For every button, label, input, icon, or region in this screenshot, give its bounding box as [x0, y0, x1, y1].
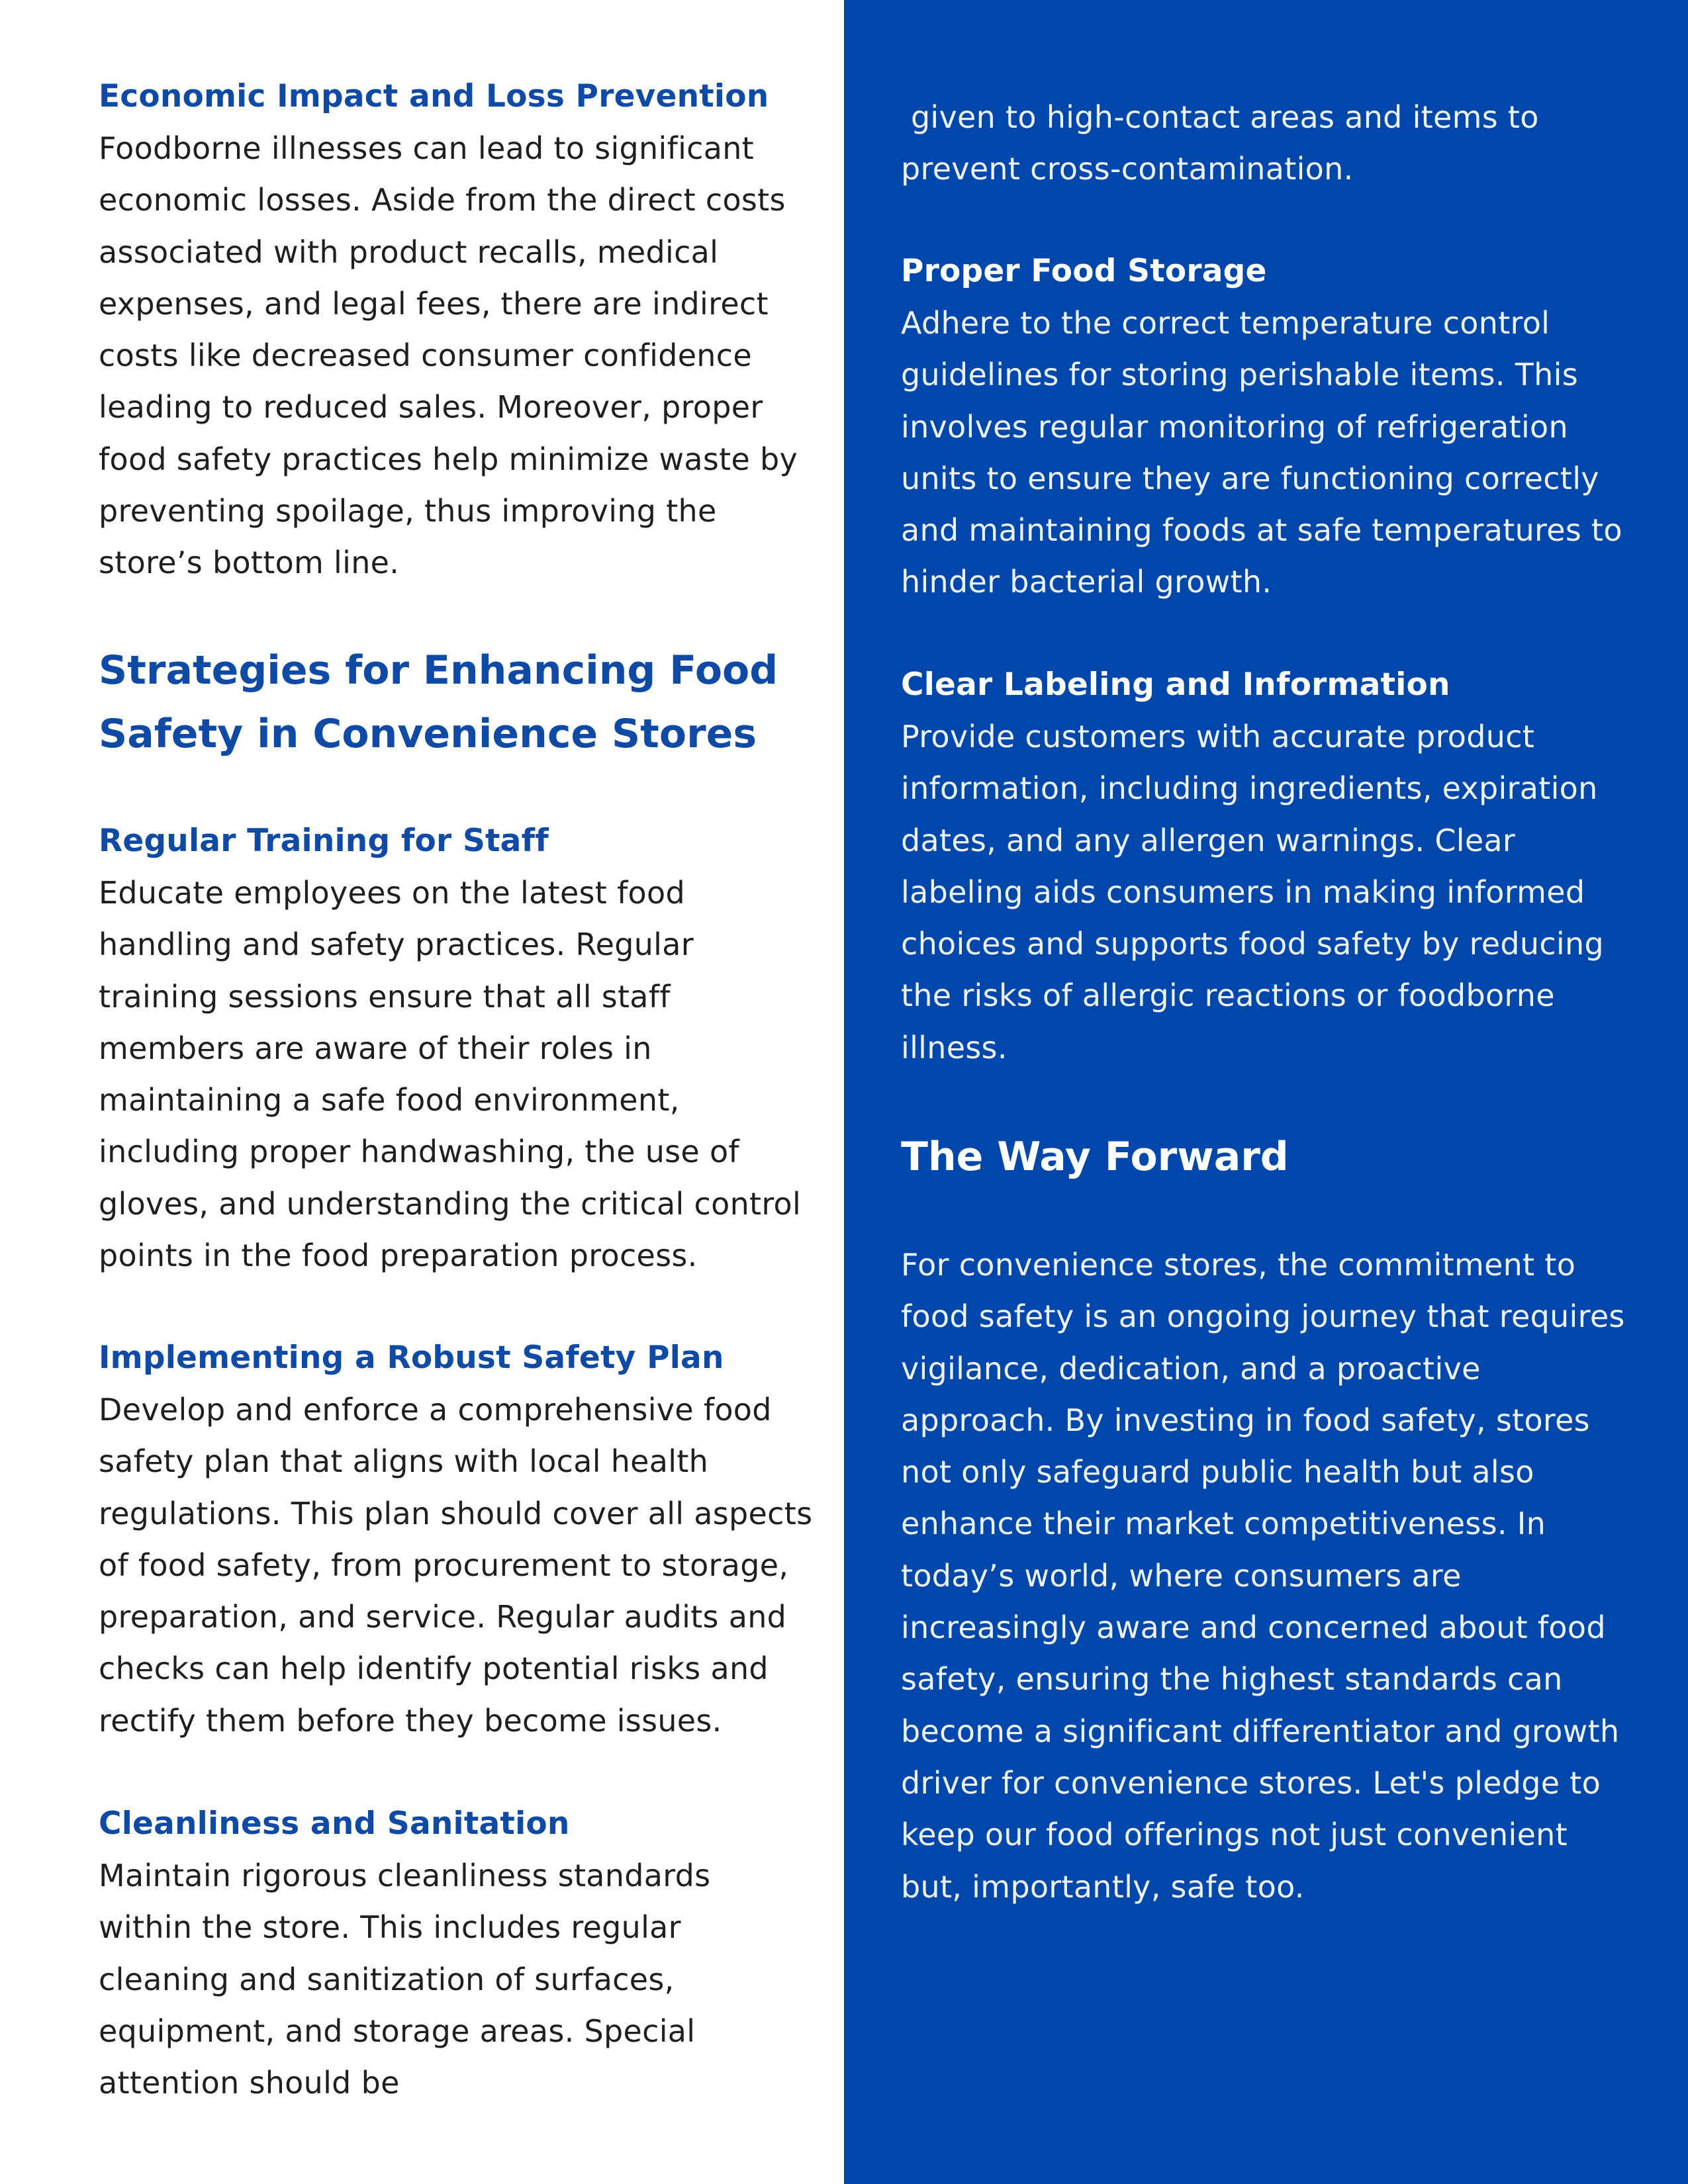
- strategies-section: [99, 639, 814, 766]
- cleanliness-section: [99, 1798, 814, 2109]
- way-forward-section: [901, 1125, 1636, 1189]
- staff-training-section: [99, 815, 814, 1281]
- cleanliness-heading: Cleanliness and Sanitation: [99, 1805, 570, 1842]
- cleanliness-text: Maintain rigorous cleanliness standards within the store. This includes regular cleaning and sanitization of surfaces, equipment, and storage areas. Special attention should be: [99, 1858, 711, 2101]
- way-forward-text: For convenience stores, the commitment to food safety is an ongoing journey that requires vigilance, dedication, and a proactive approach. By investing in food safety, stores not only safeguard public health but also enhance their market competitiveness. In today’s world, where consumers are increasingly aware and concerned about food safety, ensuring the highest standards can become a significant differentiator and growth driver for convenience stores. Let's pledge to keep our food offerings not just convenient but, importantly, safe too.: [901, 1247, 1625, 1905]
- labeling-section: [901, 659, 1636, 1073]
- cleanliness-continued-text: given to high-contact areas and items to prevent cross-contamination.: [901, 99, 1549, 187]
- right-column-panel: [844, 0, 1688, 2184]
- way-forward-body: [901, 1239, 1636, 1913]
- cleanliness-continued-section: [901, 91, 1636, 195]
- staff-training-text: Educate employees on the latest food handling and safety practices. Regular training sessions ensure that all staff members are aware of their roles in maintaining a safe food environment, including proper handwashing, the use of gloves, and understanding the critical control points in the food preparation process.: [99, 875, 802, 1274]
- food-storage-section: [901, 246, 1636, 608]
- economic-impact-text: Foodborne illnesses can lead to significant economic losses. Aside from the direct costs associated with product recalls, medical expenses, and legal fees, there are indirect costs like decreased consumer confidence leading to reduced sales. Moreover, proper food safety practices help minimize waste by preventing spoilage, thus improving the store’s bottom line.: [99, 130, 798, 581]
- safety-plan-heading: Implementing a Robust Safety Plan: [99, 1340, 724, 1376]
- economic-impact-section: [99, 71, 814, 589]
- safety-plan-text: Develop and enforce a comprehensive food safety plan that aligns with local health regulations. This plan should cover all aspects of food safety, from procurement to storage, preparation, and service. Regular audits and checks can help identify potential risks and rectify them before they become issues.: [99, 1392, 813, 1739]
- economic-impact-heading: Economic Impact and Loss Prevention: [99, 78, 769, 114]
- staff-training-heading: Regular Training for Staff: [99, 823, 549, 859]
- food-storage-heading: Proper Food Storage: [901, 253, 1267, 289]
- food-storage-text: Adhere to the correct temperature control guidelines for storing perishable items. This involves regular monitoring of refrigeration units to ensure they are functioning correctly and maintaining foods at safe temperatures to hinder bacterial growth.: [901, 305, 1622, 600]
- safety-plan-section: [99, 1332, 814, 1747]
- strategies-heading: Strategies for Enhancing Food Safety in Convenience Stores: [99, 647, 778, 757]
- labeling-text: Provide customers with accurate product information, including ingredients, expiration dates, and any allergen warnings. Clear labeling aids consumers in making informed choices and supports food safety by reducing the risks of allergic reactions or foodborne illness.: [901, 719, 1604, 1066]
- way-forward-heading: The Way Forward: [901, 1134, 1289, 1180]
- labeling-heading: Clear Labeling and Information: [901, 666, 1450, 703]
